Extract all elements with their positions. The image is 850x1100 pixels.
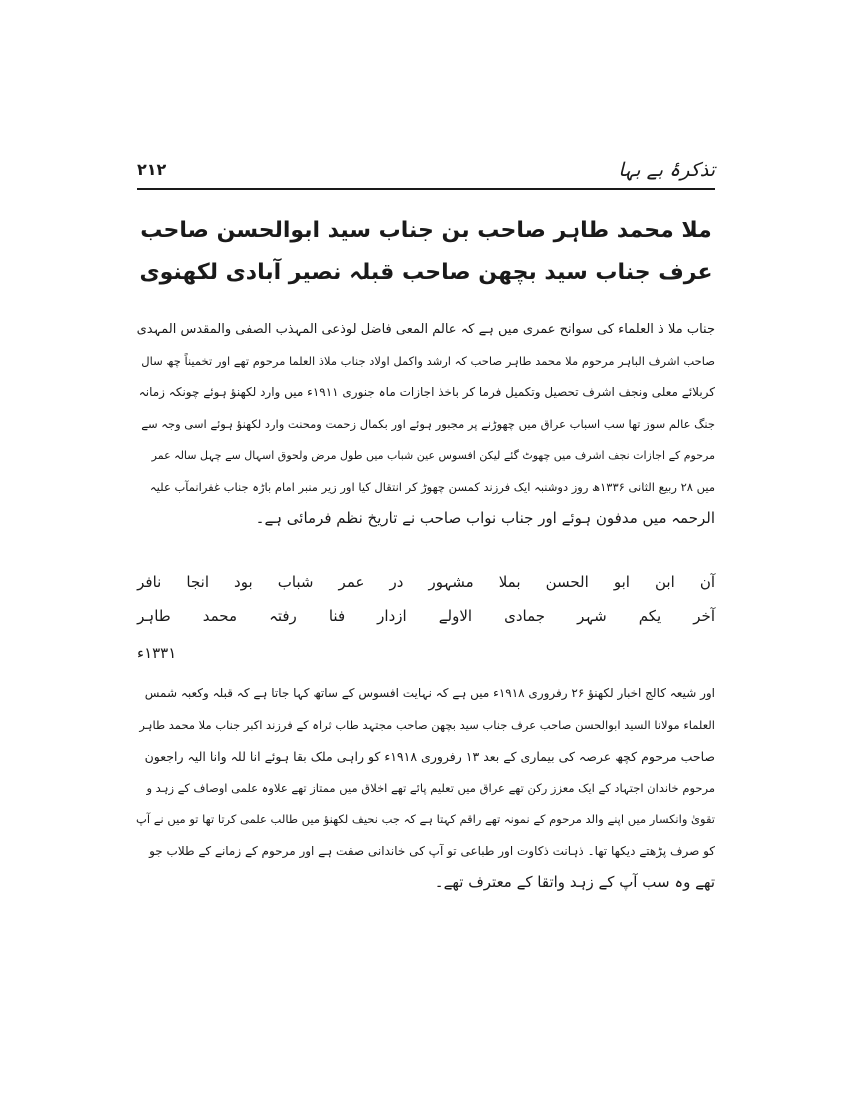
chapter-title-line-2: عرف جناب سید بچھن صاحب قبلہ نصیر آبادی لکھنوی	[139, 260, 713, 285]
text-line: العلماء مولانا السید ابوالحسن صاحب عرف جناب سید بچھن صاحب مجتہد طاب ثراہ کے فرزند اکبر جناب ملا محمد طاہر	[139, 717, 715, 732]
poem-word: بود	[234, 573, 253, 591]
text-line: میں ۲۸ ربیع الثانی ۱۳۳۶ھ روز دوشنبہ ایک فرزند کمسن چھوڑ کر انتقال کیا اور زیر منبر امام باڑہ جناب غفرانمآب علیہ	[149, 479, 715, 494]
text-line: مرحوم خاندان اجتہاد کے ایک معزز رکن تھے عراق میں تعلیم پائے تھے اخلاق میں ممتاز تھے علاوہ علمی اوصاف کے زہد و	[146, 780, 715, 795]
paragraph-1	[130, 314, 715, 535]
page-number: ۲۱۲	[137, 160, 167, 179]
poem-word: فنا	[328, 607, 346, 625]
poem-word: مشہور	[428, 573, 474, 591]
poem-verse-2	[137, 600, 715, 632]
chronogram-year: ۱۳۳۱ء	[137, 644, 177, 662]
poem-word: رفتہ	[269, 607, 297, 625]
poem-word: جمادی	[504, 607, 546, 625]
poem-word: طاہر	[137, 607, 171, 625]
text-line: صاحب مرحوم کچھ عرصہ کی بیماری کے بعد ۱۳ رفروری ۱۹۱۸ء کو راہی ملک بقا ہوئے انا للہ وانا الیہ راجعون	[144, 749, 715, 764]
poem-word: آن	[699, 573, 715, 591]
poem-word: شہر	[577, 607, 607, 625]
paragraph-2	[130, 678, 715, 899]
poem-word: بملا	[498, 573, 521, 591]
text-line: کو صرف پڑھتے دیکھا تھا۔ ذہانت ذکاوت اور طباعی تو آپ کی خاندانی صفت ہے اور مرحوم کے زمانے کے طلاب جو	[149, 843, 715, 858]
text-line: تھے وہ سب آپ کے زہد واتقا کے معترف تھے۔	[434, 873, 715, 891]
poem-word: آخر	[693, 607, 715, 625]
text-line: جنگ عالم سوز تھا سب اسباب عراق میں چھوڑنے پر مجبور ہوئے اور بکمال زحمت ومحنت وارد لکھنؤ ہوئے اسی وجہ سے	[141, 416, 715, 431]
text-line: کربلائے معلی ونجف اشرف تحصیل وتکمیل فرما کر باخذ اجازات ماہ جنوری ۱۹۱۱ء میں وارد لکھنؤ ہوئے چونکہ زمانہ	[138, 385, 715, 399]
poem-word: نافر	[137, 573, 162, 591]
poem-verse-1	[137, 566, 715, 598]
poem-word: الاولے	[438, 607, 473, 625]
poem-word: انجا	[186, 573, 209, 591]
poem-word: ابو	[613, 573, 630, 591]
text-line: صاحب اشرف الباہر مرحوم ملا محمد طاہر صاحب کہ ارشد واکمل اولاد جناب ملاذ العلما مرحوم تھے اور تخمیناً چھ سال	[141, 353, 715, 368]
chapter-title-line-1: ملا محمد طاہر صاحب بن جناب سید ابوالحسن صاحب	[140, 218, 712, 243]
page-header	[137, 157, 715, 183]
poem-word: در	[389, 573, 404, 591]
text-line: مرحوم کے اجازات نجف اشرف میں چھوٹ گئے لیکن افسوس عین شباب میں طول مرض ولحوق اسہال سے چہل سالہ عمر	[151, 449, 715, 462]
poem-word: محمد	[202, 607, 238, 625]
text-line: الرحمہ میں مدفون ہوئے اور جناب نواب صاحب نے تاریخ نظم فرمائی ہے۔	[255, 509, 715, 527]
poem-word: ابن	[655, 573, 675, 591]
text-line: اور شیعہ کالج اخبار لکھنؤ ۲۶ رفروری ۱۹۱۸ء میں ہے کہ نہایت افسوس کے ساتھ کہا جاتا ہے کہ قبلہ وکعبہ شمس	[144, 686, 715, 700]
header-rule	[137, 188, 715, 190]
poem-word: عمر	[338, 573, 365, 591]
poem-word: الحسن	[545, 573, 589, 591]
running-head: تذکرۂ بے بہا	[618, 159, 715, 181]
poem-word: شباب	[277, 573, 314, 591]
text-line: تقویٰ وانکسار میں اپنے والد مرحوم کے نمونہ تھے راقم کہتا ہے کہ جب نحیف لکھنؤ میں طالب علمی کرتا تھا تو میں نے آپ	[136, 812, 715, 826]
poem-word: ازدار	[377, 607, 407, 625]
poem-word: یکم	[638, 607, 662, 625]
text-line: جناب ملا ذ العلماء کی سوانح عمری میں ہے کہ عالم المعی فاضل لوذعی المہذب الصفی والمقدس المہدی	[136, 322, 715, 337]
